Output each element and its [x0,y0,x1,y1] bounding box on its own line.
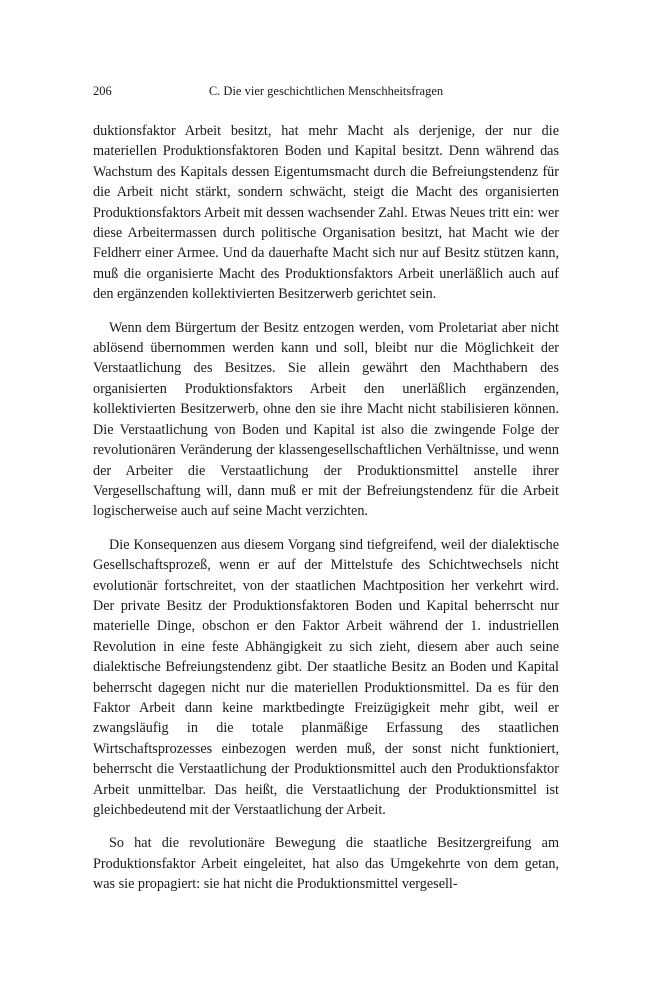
running-header [93,84,559,104]
running-title: C. Die vier geschichtlichen Menschheitsfragen [208,84,444,98]
body-text [93,121,559,895]
paragraph-3: Die Konsequenzen aus diesem Vorgang sind tiefgreifend, weil der dialektische Gesellschaftsprozeß, wenn er auf der Mittelstufe des Schichtwechsels nicht evolutionär fortschreitet, von der staatlichen Machtposition her verkehrt wird. Der private Besitz der Produktionsfaktoren Boden und Kapital beherrscht nur materielle Dinge, obschon er den Faktor Arbeit während der 1. industriellen Revolution in eine feste Abhängigkeit zu sich zieht, diesem aber auch seine dialektische Befreiungstendenz gibt. Der staatliche Besitz an Boden und Kapital beherrscht dagegen nicht nur die materiellen Produktionsmittel. Da es für den Faktor Arbeit dann keine marktbedingte Freizügigkeit mehr gibt, weil er zwangsläufig in die totale planmäßige Erfassung des staatlichen Wirtschaftsprozesses einbezogen werden muß, der sonst nicht funktioniert, beherrscht die Verstaatlichung der Produktionsmittel auch den Produktionsfaktor Arbeit unmittelbar. Das heißt, die Verstaatlichung der Produktionsmittel ist gleichbedeutend mit der Verstaatlichung der Arbeit. [93,536,559,818]
paragraph-1: duktionsfaktor Arbeit besitzt, hat mehr Macht als derjenige, der nur die materiellen Produktionsfaktoren Boden und Kapital besitzt. Denn während das Wachstum des Kapitals dessen Eigentumsmacht durch die Befreiungstendenz für die Arbeit nicht stärkt, sondern schwächt, steigt die Macht des organisierten Produktionsfaktors Arbeit mit dessen wachsender Zahl. Etwas Neues tritt ein: wer diese Arbeitermassen durch politische Organisation besitzt, hat Macht wie der Feldherr einer Armee. Und da dauerhafte Macht sich nur auf Besitz stützen kann, muß die organisierte Macht des Produktionsfaktors Arbeit unerläßlich auch auf den ergänzenden kollektivierten Besitzerwerb gerichtet sein. [93,123,559,303]
paragraph-4: So hat die revolutionäre Bewegung die staatliche Besitzergreifung am Produktionsfaktor Arbeit eingeleitet, hat also das Umgekehrte von dem getan, was sie propagiert: sie hat nicht die Produktionsmittel vergesell- [93,835,559,893]
paragraph-2: Wenn dem Bürgertum der Besitz entzogen werden, vom Proletariat aber nicht ablösend übernommen werden kann und soll, bleibt nur die Möglichkeit der Verstaatlichung des Besitzes. Sie allein gewährt den Machthabern des organisierten Produktionsfaktors Arbeit den unerläßlich ergänzenden, kollektivierten Besitzerwerb, ohne den sie ihre Macht nicht stabilisieren können. Die Verstaatlichung von Boden und Kapital ist also die zwingende Folge der revolutionären Veränderung der klassengesellschaftlichen Verhältnisse, und wenn der Arbeiter die Verstaatlichung der Produktionsmittel anstelle ihrer Vergesellschaftung will, dann muß er mit der Befreiungstendenz für die Arbeit logischerweise auch auf seine Macht verzichten. [93,319,559,520]
book-page [93,84,559,895]
page-number: 206 [93,84,112,98]
